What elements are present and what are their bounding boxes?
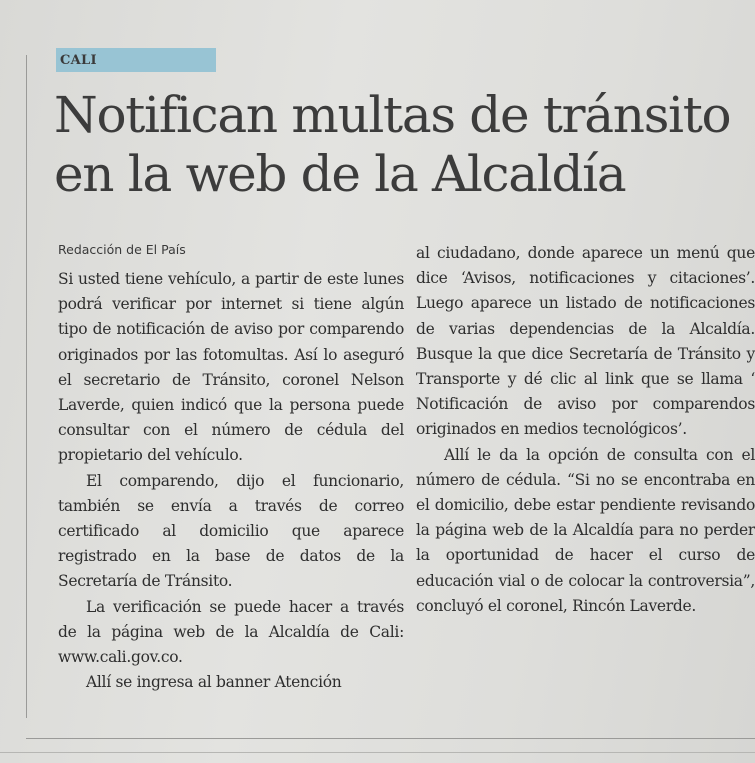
headline-line-2: en la web de la Alcaldía <box>54 145 626 203</box>
paragraph: Allí le da la opción de consulta con el número de cédula. “Si no se encontraba en el domicilio, debe estar pendiente revisando la página web de la Alcaldía para no perder la oportunidad de hacer el curso de educación vial o de colocar la controversia”, concluyó el coronel, Rincón Laverde. <box>416 445 755 615</box>
paragraph: La verificación se puede hacer a través de la página web de la Alcaldía de Cali: www.cali.gov.co. <box>58 597 404 667</box>
bottom-rule-secondary <box>0 752 755 753</box>
bottom-rule <box>26 738 755 739</box>
body-column-left <box>58 267 404 695</box>
byline: Redacción de El País <box>58 242 186 257</box>
paragraph: al ciudadano, donde aparece un menú que dice ‘Avisos, notificaciones y citaciones’. Luego aparece un listado de notificaciones de varias dependencias de la Alcaldía. Busque la que dice Secretaría de Tránsito y Transporte y dé clic al link que se llama ‘ Notificación de aviso por comparendos originados en medios tecnológicos’. <box>416 244 755 439</box>
section-kicker <box>56 48 216 72</box>
column-rule-left <box>26 55 27 718</box>
body-column-right <box>416 241 755 619</box>
section-label: CALI <box>60 53 97 68</box>
headline-line-1: Notifican multas de tránsito <box>54 86 731 144</box>
headline <box>54 86 754 204</box>
paragraph: Allí se ingresa al banner Atención <box>86 673 342 692</box>
paragraph: Si usted tiene vehículo, a partir de este lunes podrá verificar por internet si tiene algún tipo de notificación de aviso por comparendo originados por las fotomultas. Así lo aseguró el secretario de Tránsito, coronel Nelson Laverde, quien indicó que la persona puede consultar con el número de cédula del propietario del vehículo. <box>58 270 404 465</box>
paragraph: El comparendo, dijo el funcionario, también se envía a través de correo certificado al domicilio que aparece registrado en la base de datos de la Secretaría de Tránsito. <box>58 471 404 591</box>
